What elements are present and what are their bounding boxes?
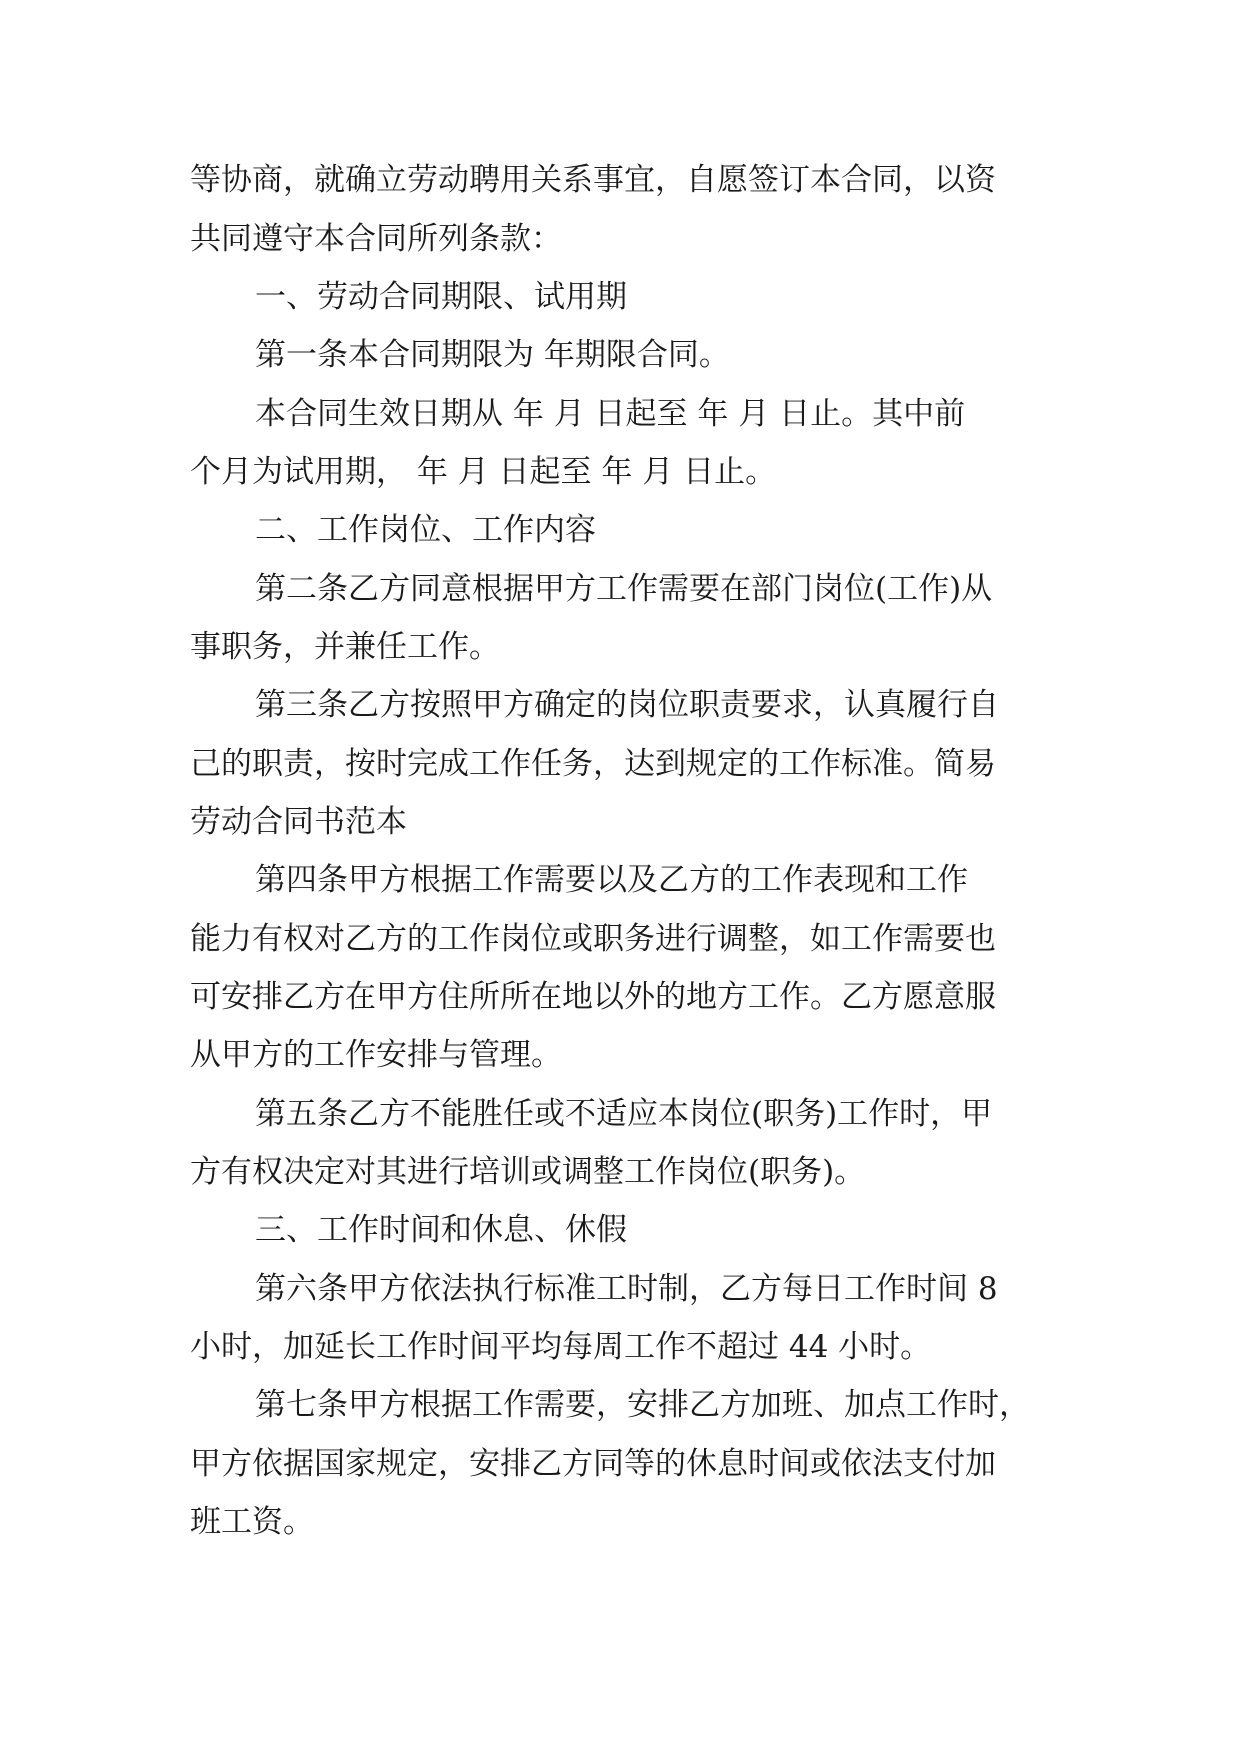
text-line: 等协商，就确立劳动聘用关系事宜，自愿签订本合同，以资 [190, 162, 996, 198]
text-line: 从甲方的工作安排与管理。 [190, 1037, 562, 1073]
text-line: 能力有权对乙方的工作岗位或职务进行调整，如工作需要也 [190, 921, 996, 957]
text-line: 劳动合同书范本 [190, 804, 407, 840]
text-line: 可安排乙方在甲方住所所在地以外的地方工作。乙方愿意服 [190, 979, 996, 1015]
text-line: 甲方依据国家规定，安排乙方同等的休息时间或依法支付加 [190, 1446, 996, 1482]
text-line: 第六条甲方依法执行标准工时制，乙方每日工作时间 8 [255, 1271, 998, 1307]
text-line: 第二条乙方同意根据甲方工作需要在部门岗位(工作)从 [255, 571, 993, 607]
text-line: 个月为试用期， 年 月 日起至 年 月 日止。 [190, 454, 777, 490]
text-line: 己的职责，按时完成工作任务，达到规定的工作标准。简易 [190, 746, 996, 782]
text-line: 班工资。 [190, 1504, 314, 1540]
text-line: 共同遵守本合同所列条款： [190, 221, 562, 257]
text-line: 第四条甲方根据工作需要以及乙方的工作表现和工作 [255, 862, 968, 898]
text-line: 事职务，并兼任工作。 [190, 629, 500, 665]
text-line: 第七条甲方根据工作需要，安排乙方加班、加点工作时， [255, 1387, 1030, 1423]
text-line: 小时，加延长工作时间平均每周工作不超过 44 小时。 [190, 1329, 932, 1365]
text-line: 第一条本合同期限为 年期限合同。 [255, 337, 730, 373]
text-line: 本合同生效日期从 年 月 日起至 年 月 日止。其中前 [255, 396, 966, 432]
text-line: 方有权决定对其进行培训或调整工作岗位(职务)。 [190, 1154, 866, 1190]
section-heading: 三、工作时间和休息、休假 [255, 1212, 627, 1248]
section-heading: 一、劳动合同期限、试用期 [255, 279, 627, 315]
text-line: 第三条乙方按照甲方确定的岗位职责要求，认真履行自 [255, 687, 999, 723]
text-line: 第五条乙方不能胜任或不适应本岗位(职务)工作时，甲 [255, 1096, 993, 1132]
section-heading: 二、工作岗位、工作内容 [255, 512, 596, 548]
